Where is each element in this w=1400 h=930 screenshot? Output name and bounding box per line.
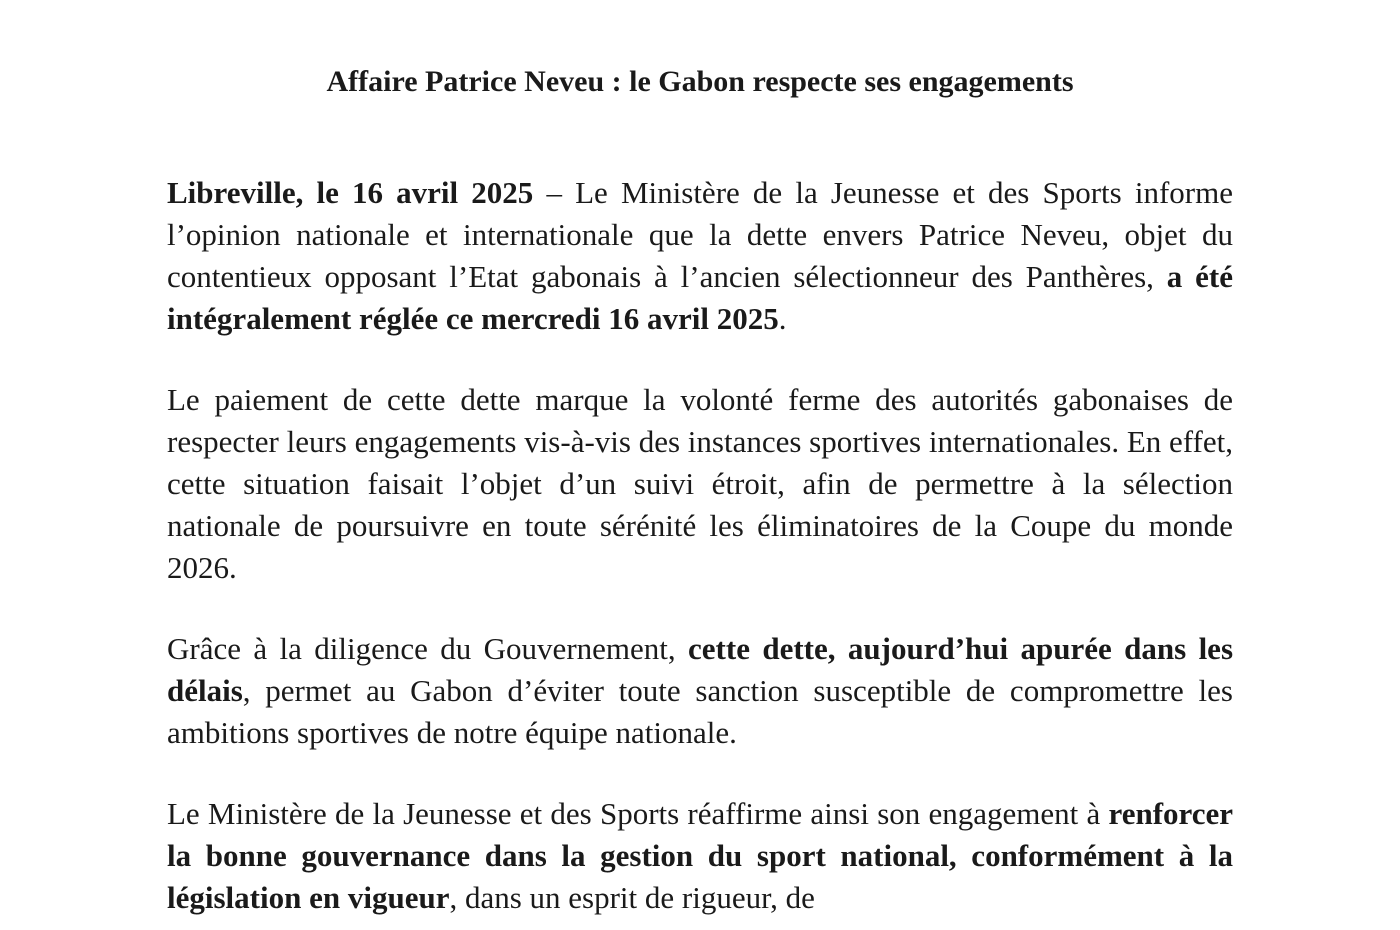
paragraph-text: , permet au Gabon d’éviter toute sanction susceptible de compromettre les ambitions sportives de notre équipe nationale.: [167, 673, 1233, 750]
paragraph-text: .: [778, 301, 787, 336]
paragraph-text: , dans un esprit de rigueur, de: [449, 880, 815, 915]
paragraph-4: [167, 793, 1233, 919]
paragraph-2: [167, 379, 1233, 589]
document-body: [167, 172, 1233, 930]
document-title: Affaire Patrice Neveu : le Gabon respecte ses engagements: [326, 65, 1074, 98]
paragraph-text: – Le Ministère de la Jeunesse et des Sports informe l’opinion nationale et internationale que la dette envers Patrice Neveu, objet du contentieux opposant l’Etat gabonais à l’ancien sélectionneur des Panthères,: [167, 175, 1234, 294]
emphasis-text: a été intégralement réglée ce mercredi 16 avril 2025: [167, 259, 1233, 336]
emphasis-text: cette dette, aujourd’hui apurée dans les délais: [167, 631, 1234, 708]
paragraph-1: [167, 172, 1233, 340]
dateline: Libreville, le 16 avril 2025: [167, 175, 534, 210]
paragraph-3: [167, 628, 1233, 754]
paragraph-text: Le paiement de cette dette marque la volonté ferme des autorités gabonaises de respecter leurs engagements vis-à-vis des instances sportives internationales. En effet, cette situation faisait l’objet d’un suivi étroit, afin de permettre à la sélection nationale de poursuivre en toute sérénité les éliminatoires de la Coupe du monde 2026.: [167, 382, 1233, 585]
paragraph-text: Grâce à la diligence du Gouvernement,: [167, 631, 689, 666]
emphasis-text: renforcer la bonne gouvernance dans la gestion du sport national, conformément à la législation en vigueur: [167, 796, 1233, 915]
paragraph-text: Le Ministère de la Jeunesse et des Sports réaffirme ainsi son engagement à: [167, 796, 1109, 831]
